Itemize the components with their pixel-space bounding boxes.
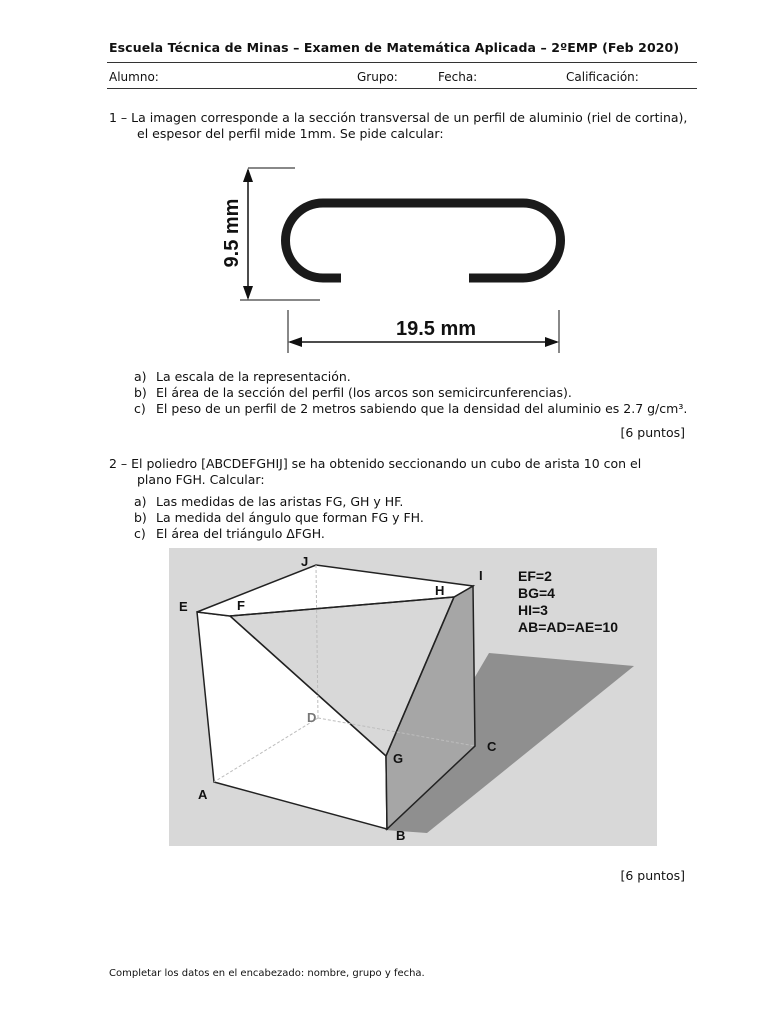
q2-item-c — [134, 526, 325, 542]
width-dimension-label: 19.5 mm — [395, 318, 477, 340]
item-label: b) — [134, 510, 147, 525]
item-text: La escala de la representación. — [156, 369, 351, 384]
vertex-label-g: G — [393, 751, 404, 766]
vertex-label-i: I — [479, 568, 483, 583]
q1-points: [6 puntos] — [620, 425, 685, 440]
item-text: Las medidas de las aristas FG, GH y HF. — [156, 494, 404, 509]
q1-item-c — [134, 401, 687, 417]
profile-shape — [286, 203, 561, 278]
vertex-label-b: B — [396, 828, 406, 843]
q1-item-b — [134, 385, 572, 401]
item-label: a) — [134, 369, 147, 384]
item-text: El área de la sección del perfil (los arcos son semicircunferencias). — [156, 385, 572, 400]
vertex-label-h: H — [435, 583, 445, 598]
footer-note: Completar los datos en el encabezado: nombre, grupo y fecha. — [109, 968, 425, 979]
q1-statement-line2: el espesor del perfil mide 1mm. Se pide calcular: — [137, 126, 444, 141]
arrow-left-icon — [288, 337, 302, 347]
item-text: El peso de un perfil de 2 metros sabiendo que la densidad del aluminio es 2.7 g/cm³. — [156, 401, 688, 416]
vertex-label-a: A — [198, 787, 208, 802]
vertex-label-c: C — [487, 739, 497, 754]
item-label: a) — [134, 494, 147, 509]
q2-points: [6 puntos] — [620, 868, 685, 883]
q1-statement-line1: 1 – La imagen corresponde a la sección transversal de un perfil de aluminio (riel de cortina), — [109, 110, 688, 125]
item-label: c) — [134, 526, 146, 541]
alumno-field-label: Alumno: — [109, 70, 159, 84]
fecha-field-label: Fecha: — [438, 70, 478, 84]
arrow-down-icon — [243, 286, 253, 300]
arrow-up-icon — [243, 168, 253, 182]
given-ab-ad-ae: AB=AD=AE=10 — [518, 619, 618, 635]
q1-item-a — [134, 369, 351, 385]
vertex-label-j: J — [301, 554, 309, 569]
q2-statement-line1: 2 – El poliedro [ABCDEFGHIJ] se ha obtenido seccionando un cubo de arista 10 con el — [109, 456, 642, 471]
item-text: El área del triángulo ΔFGH. — [156, 526, 325, 541]
q2-item-b — [134, 510, 424, 526]
vertex-label-e: E — [179, 599, 188, 614]
grupo-field-label: Grupo: — [357, 70, 398, 84]
header-divider-top — [107, 62, 697, 63]
vertex-label-d: D — [307, 710, 317, 725]
vertex-label-f: F — [237, 598, 245, 613]
item-label: c) — [134, 401, 146, 416]
item-label: b) — [134, 385, 147, 400]
calificacion-field-label: Calificación: — [566, 70, 639, 84]
q2-polyhedron-figure — [169, 548, 657, 846]
q2-statement-line2: plano FGH. Calcular: — [137, 472, 265, 487]
q2-item-a — [134, 494, 403, 510]
given-hi: HI=3 — [518, 602, 548, 618]
item-text: La medida del ángulo que forman FG y FH. — [156, 510, 424, 525]
arrow-right-icon — [545, 337, 559, 347]
given-ef: EF=2 — [518, 568, 552, 584]
exam-title: Escuela Técnica de Minas – Examen de Matemática Aplicada – 2ºEMP (Feb 2020) — [109, 40, 680, 55]
height-dimension-label: 9.5 mm — [221, 198, 243, 268]
given-bg: BG=4 — [518, 585, 555, 601]
header-divider-bottom — [107, 88, 697, 89]
q1-profile-figure — [200, 160, 600, 360]
